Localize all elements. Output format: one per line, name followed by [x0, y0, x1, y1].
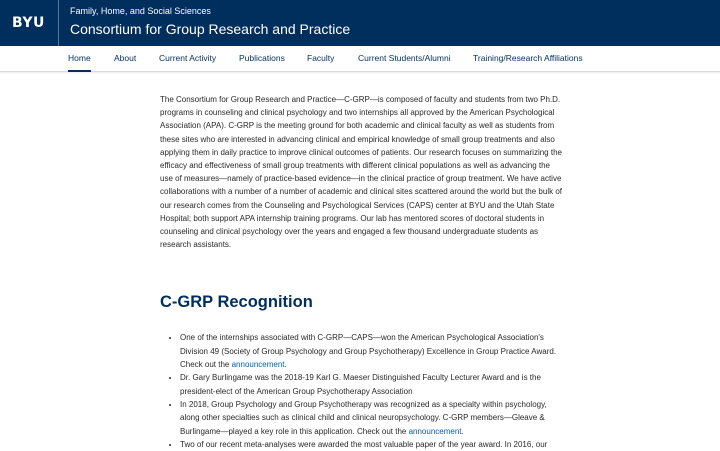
nav-about[interactable]: About	[114, 53, 137, 63]
main-nav	[0, 46, 720, 72]
site-header	[0, 0, 720, 46]
recognition-list	[160, 331, 562, 451]
nav-training-research-affiliations[interactable]: Training/Research Affiliations	[473, 53, 583, 63]
nav-current-activity[interactable]: Current Activity	[159, 53, 217, 63]
bullet-text: In 2018, Group Psychology and Group Psychotherapy was recognized as a specialty within psychology, along other specialties such as clinical child and clinical neuropsychology. C-GRP members—Gleave & Burlingame—played a key role in this application. Check out the	[180, 399, 547, 436]
list-item	[180, 331, 562, 371]
announcement-link[interactable]: announcement	[231, 360, 285, 370]
bullet-end: .	[461, 426, 464, 436]
nav-publications[interactable]: Publications	[239, 53, 285, 63]
header-divider	[58, 0, 59, 46]
recognition-heading: C-GRP Recognition	[160, 293, 313, 312]
main-content	[160, 93, 562, 451]
byu-logo[interactable]: BYU	[12, 15, 45, 31]
list-item	[180, 371, 562, 398]
bullet-end: .	[284, 360, 287, 370]
bullet-text: One of the internships associated with C-GRP—CAPS—won the American Psychological Association's Division 49 (Society of Group Psychology and Group Psychotherapy) Excellence in Group Practice Award. Check out the	[180, 333, 557, 370]
announcement-link[interactable]: announcement	[408, 426, 462, 436]
list-item	[180, 438, 562, 451]
intro-paragraph: The Consortium for Group Research and Practice—C-GRP—is composed of faculty and students from two Ph.D. programs in counseling and clinical psychology and two internships all approved by the American Psychological Association (APA). C-GRP is the meeting ground for both academic and clinical faculty as well as students from these sites who are interested in advancing clinical and empirical knowledge of small group treatments and also applying them in daily practice to improve clinical outcomes of patients. Our research focuses on summarizing the efficacy and effectiveness of small group treatments with different clinical populations as well as advancing the use of measures—namely of practice-based evidence—in the clinical practice of group treatment. We have active collaborations with a number of a number of academic and clinical sites scattered around the world but the bulk of our research comes from the Counseling and Psychological Services (CAPS) center at BYU and the Utah State Hospital; both support APA internship training programs. Our lab has mentored scores of doctoral students in counseling and clinical psychology over the years and engaged a few thousand undergraduate students as research assistants.	[160, 95, 562, 250]
list-item	[180, 398, 562, 438]
nav-home[interactable]: Home	[68, 46, 91, 72]
bullet-text: Dr. Gary Burlingame was the 2018-19 Karl G. Maeser Distinguished Faculty Lecturer Award and is the president-elect of the American Group Psychotherapy Association	[180, 373, 541, 396]
bullet-text: Two of our recent meta-analyses were awarded the most valuable paper of the year award. In 2016, our	[180, 439, 548, 449]
site-title[interactable]: Consortium for Group Research and Practice	[70, 21, 351, 37]
nav-current-students-alumni[interactable]: Current Students/Alumni	[358, 53, 451, 63]
college-subtitle[interactable]: Family, Home, and Social Sciences	[70, 6, 211, 16]
nav-faculty[interactable]: Faculty	[307, 53, 335, 63]
